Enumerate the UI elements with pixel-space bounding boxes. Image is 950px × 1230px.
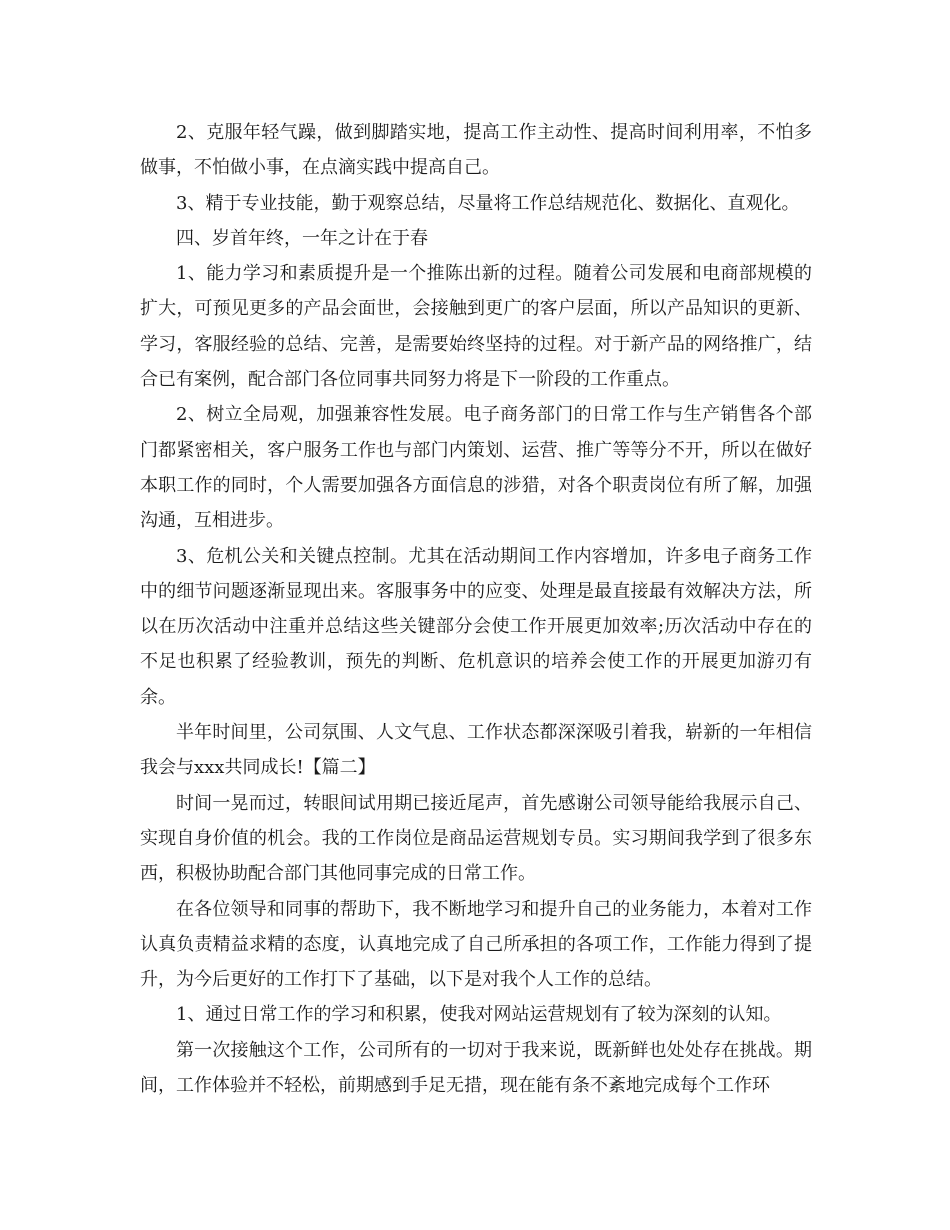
paragraph: 时间一晃而过，转眼间试用期已接近尾声，首先感谢公司领导能给我展示自己、实现自身价值的机会。我的工作岗位是商品运营规划专员。实习期间我学到了很多东西，积极协助配合部门其他同事完成的日常工作。 — [140, 792, 812, 885]
paragraph: 3、危机公关和关键点控制。尤其在活动期间工作内容增加，许多电子商务工作中的细节问题逐渐显现出来。客服事务中的应变、处理是最直接最有效解决方法，所以在历次活动中注重并总结这些关键部分会使工作开展更加效率;历次活动中存在的不足也积累了经验教训，预先的判断、危机意识的培养会使工作的开展更加游刃有余。 — [140, 545, 812, 708]
paragraph: 2、克服年轻气躁，做到脚踏实地，提高工作主动性、提高时间利用率，不怕多做事，不怕做小事，在点滴实践中提高自己。 — [140, 122, 812, 179]
paragraph: 第一次接触这个工作，公司所有的一切对于我来说，既新鲜也处处存在挑战。期间，工作体验并不轻松，前期感到手足无措，现在能有条不紊地完成每个工作环 — [140, 1039, 812, 1097]
paragraph: 半年时间里，公司氛围、人文气息、工作状态都深深吸引着我，崭新的一年相信我会与xxx共同成长!【篇二】 — [140, 722, 812, 779]
paragraph: 在各位领导和同事的帮助下，我不断地学习和提升自己的业务能力，本着对工作认真负责精益求精的态度，认真地完成了自己所承担的各项工作，工作能力得到了提升，为今后更好的工作打下了基础，以下是对我个人工作的总结。 — [140, 898, 812, 991]
paragraph: 3、精于专业技能，勤于观察总结，尽量将工作总结规范化、数据化、直观化。 — [176, 192, 800, 214]
section-heading: 四、岁首年终，一年之计在于春 — [176, 227, 428, 249]
paragraph: 2、树立全局观，加强兼容性发展。电子商务部门的日常工作与生产销售各个部门都紧密相关，客户服务工作也与部门内策划、运营、推广等等分不开，所以在做好本职工作的同时，个人需要加强各方面信息的涉猎，对各个职责岗位有所了解，加强沟通，互相进步。 — [140, 404, 812, 532]
document-body — [140, 115, 812, 1103]
paragraph: 1、能力学习和素质提升是一个推陈出新的过程。随着公司发展和电商部规模的扩大，可预见更多的产品会面世，会接触到更广的客户层面，所以产品知识的更新、学习，客服经验的总结、完善，是需要始终坚持的过程。对于新产品的网络推广，结合已有案例，配合部门各位同事共同努力将是下一阶段的工作重点。 — [140, 263, 812, 391]
paragraph: 1、通过日常工作的学习和积累，使我对网站运营规划有了较为深刻的认知。 — [176, 1004, 782, 1026]
